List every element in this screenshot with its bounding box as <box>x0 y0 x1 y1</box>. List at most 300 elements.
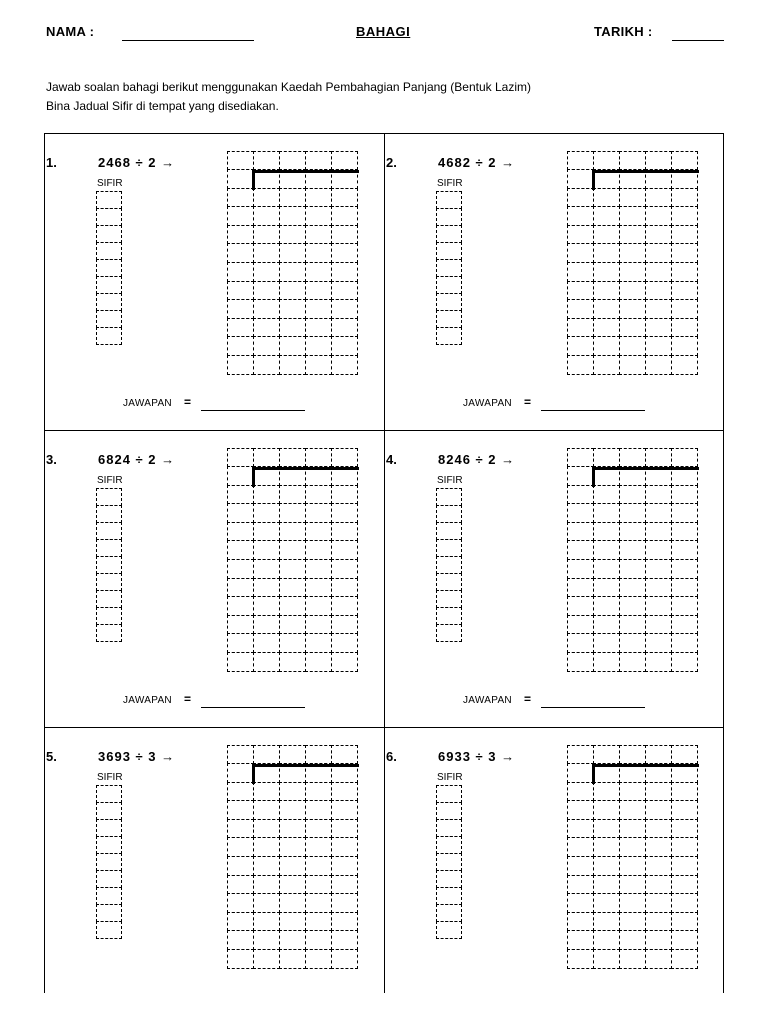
working-cell[interactable] <box>619 893 646 913</box>
working-cell[interactable] <box>671 782 698 802</box>
working-cell[interactable] <box>567 485 594 505</box>
working-cell[interactable] <box>227 336 254 356</box>
working-cell[interactable] <box>645 299 672 319</box>
working-cell[interactable] <box>567 819 594 839</box>
working-cell[interactable] <box>279 930 306 950</box>
working-cell[interactable] <box>567 151 594 171</box>
working-cell[interactable] <box>331 856 358 876</box>
working-cell[interactable] <box>253 503 280 523</box>
working-cell[interactable] <box>671 652 698 672</box>
working-cell[interactable] <box>645 800 672 820</box>
working-cell[interactable] <box>567 652 594 672</box>
sifir-box[interactable] <box>436 327 462 345</box>
working-cell[interactable] <box>593 893 620 913</box>
working-cell[interactable] <box>567 522 594 542</box>
sifir-box[interactable] <box>436 310 462 328</box>
working-cell[interactable] <box>645 837 672 857</box>
working-cell[interactable] <box>567 540 594 560</box>
working-cell[interactable] <box>671 930 698 950</box>
working-cell[interactable] <box>305 819 332 839</box>
working-cell[interactable] <box>279 262 306 282</box>
working-cell[interactable] <box>567 912 594 932</box>
working-cell[interactable] <box>567 837 594 857</box>
working-cell[interactable] <box>227 875 254 895</box>
working-cell[interactable] <box>253 949 280 969</box>
working-cell[interactable] <box>567 188 594 208</box>
working-cell[interactable] <box>331 262 358 282</box>
working-cell[interactable] <box>227 169 254 189</box>
working-cell[interactable] <box>593 782 620 802</box>
working-cell[interactable] <box>619 318 646 338</box>
sifir-box[interactable] <box>436 208 462 226</box>
working-cell[interactable] <box>331 225 358 245</box>
working-cell[interactable] <box>619 485 646 505</box>
working-cell[interactable] <box>645 615 672 635</box>
working-cell[interactable] <box>305 243 332 263</box>
working-cell[interactable] <box>305 875 332 895</box>
working-cell[interactable] <box>279 299 306 319</box>
working-cell[interactable] <box>619 578 646 598</box>
working-cell[interactable] <box>567 262 594 282</box>
working-cell[interactable] <box>279 448 306 468</box>
sifir-box[interactable] <box>96 310 122 328</box>
working-cell[interactable] <box>227 819 254 839</box>
working-cell[interactable] <box>227 745 254 765</box>
working-cell[interactable] <box>645 540 672 560</box>
working-cell[interactable] <box>593 243 620 263</box>
working-cell[interactable] <box>331 578 358 598</box>
sifir-box[interactable] <box>96 539 122 557</box>
working-cell[interactable] <box>619 819 646 839</box>
working-cell[interactable] <box>671 225 698 245</box>
working-cell[interactable] <box>593 206 620 226</box>
working-cell[interactable] <box>227 633 254 653</box>
working-cell[interactable] <box>593 596 620 616</box>
working-cell[interactable] <box>645 281 672 301</box>
working-cell[interactable] <box>331 318 358 338</box>
working-cell[interactable] <box>671 318 698 338</box>
sifir-box[interactable] <box>436 259 462 277</box>
working-cell[interactable] <box>567 875 594 895</box>
working-cell[interactable] <box>305 225 332 245</box>
working-cell[interactable] <box>567 893 594 913</box>
working-cell[interactable] <box>671 206 698 226</box>
working-cell[interactable] <box>331 837 358 857</box>
working-cell[interactable] <box>331 448 358 468</box>
working-cell[interactable] <box>279 336 306 356</box>
working-cell[interactable] <box>331 949 358 969</box>
working-cell[interactable] <box>305 540 332 560</box>
working-cell[interactable] <box>645 893 672 913</box>
working-cell[interactable] <box>305 262 332 282</box>
working-cell[interactable] <box>305 281 332 301</box>
working-cell[interactable] <box>305 485 332 505</box>
working-cell[interactable] <box>645 355 672 375</box>
working-cell[interactable] <box>645 262 672 282</box>
working-cell[interactable] <box>619 930 646 950</box>
working-cell[interactable] <box>253 540 280 560</box>
working-cell[interactable] <box>619 800 646 820</box>
working-cell[interactable] <box>305 318 332 338</box>
sifir-box[interactable] <box>96 191 122 209</box>
working-cell[interactable] <box>305 800 332 820</box>
working-cell[interactable] <box>645 596 672 616</box>
working-cell[interactable] <box>331 819 358 839</box>
working-cell[interactable] <box>671 949 698 969</box>
working-cell[interactable] <box>567 949 594 969</box>
working-cell[interactable] <box>567 355 594 375</box>
sifir-box[interactable] <box>436 242 462 260</box>
working-cell[interactable] <box>331 930 358 950</box>
working-cell[interactable] <box>645 448 672 468</box>
working-cell[interactable] <box>671 912 698 932</box>
working-cell[interactable] <box>619 225 646 245</box>
sifir-box[interactable] <box>436 904 462 922</box>
working-cell[interactable] <box>593 912 620 932</box>
working-cell[interactable] <box>619 503 646 523</box>
sifir-box[interactable] <box>96 276 122 294</box>
sifir-box[interactable] <box>96 870 122 888</box>
working-cell[interactable] <box>645 243 672 263</box>
working-cell[interactable] <box>227 930 254 950</box>
working-cell[interactable] <box>645 503 672 523</box>
working-cell[interactable] <box>619 912 646 932</box>
working-cell[interactable] <box>619 336 646 356</box>
working-cell[interactable] <box>279 540 306 560</box>
working-cell[interactable] <box>645 485 672 505</box>
working-cell[interactable] <box>331 912 358 932</box>
working-cell[interactable] <box>331 485 358 505</box>
working-cell[interactable] <box>567 318 594 338</box>
working-cell[interactable] <box>593 837 620 857</box>
working-cell[interactable] <box>227 540 254 560</box>
sifir-box[interactable] <box>436 191 462 209</box>
working-cell[interactable] <box>227 837 254 857</box>
working-cell[interactable] <box>645 578 672 598</box>
working-cell[interactable] <box>593 875 620 895</box>
working-cell[interactable] <box>279 281 306 301</box>
working-cell[interactable] <box>253 745 280 765</box>
working-cell[interactable] <box>305 837 332 857</box>
working-cell[interactable] <box>671 188 698 208</box>
working-cell[interactable] <box>253 837 280 857</box>
working-cell[interactable] <box>227 188 254 208</box>
working-cell[interactable] <box>567 856 594 876</box>
working-cell[interactable] <box>645 949 672 969</box>
working-cell[interactable] <box>253 559 280 579</box>
sifir-box[interactable] <box>96 208 122 226</box>
working-cell[interactable] <box>253 318 280 338</box>
working-cell[interactable] <box>567 169 594 189</box>
jawapan-answer-line[interactable] <box>201 410 305 411</box>
working-cell[interactable] <box>227 355 254 375</box>
sifir-box[interactable] <box>436 870 462 888</box>
working-cell[interactable] <box>567 299 594 319</box>
working-cell[interactable] <box>593 633 620 653</box>
working-cell[interactable] <box>253 206 280 226</box>
working-cell[interactable] <box>671 243 698 263</box>
sifir-box[interactable] <box>96 293 122 311</box>
working-cell[interactable] <box>331 188 358 208</box>
sifir-box[interactable] <box>436 573 462 591</box>
working-cell[interactable] <box>253 856 280 876</box>
working-cell[interactable] <box>253 930 280 950</box>
working-cell[interactable] <box>331 355 358 375</box>
sifir-box[interactable] <box>436 887 462 905</box>
working-cell[interactable] <box>279 578 306 598</box>
working-cell[interactable] <box>567 225 594 245</box>
working-cell[interactable] <box>279 745 306 765</box>
sifir-box[interactable] <box>436 921 462 939</box>
working-cell[interactable] <box>645 336 672 356</box>
sifir-box[interactable] <box>96 505 122 523</box>
working-cell[interactable] <box>227 652 254 672</box>
working-cell[interactable] <box>279 819 306 839</box>
working-cell[interactable] <box>305 151 332 171</box>
sifir-box[interactable] <box>436 785 462 803</box>
working-cell[interactable] <box>567 281 594 301</box>
working-cell[interactable] <box>593 800 620 820</box>
sifir-box[interactable] <box>436 556 462 574</box>
working-cell[interactable] <box>671 522 698 542</box>
working-cell[interactable] <box>279 206 306 226</box>
working-cell[interactable] <box>227 466 254 486</box>
working-cell[interactable] <box>619 262 646 282</box>
working-cell[interactable] <box>279 856 306 876</box>
working-cell[interactable] <box>671 355 698 375</box>
sifir-box[interactable] <box>436 590 462 608</box>
working-cell[interactable] <box>279 225 306 245</box>
working-cell[interactable] <box>619 188 646 208</box>
working-cell[interactable] <box>331 652 358 672</box>
working-cell[interactable] <box>671 559 698 579</box>
working-cell[interactable] <box>227 856 254 876</box>
working-cell[interactable] <box>227 800 254 820</box>
working-cell[interactable] <box>593 262 620 282</box>
working-cell[interactable] <box>331 206 358 226</box>
working-cell[interactable] <box>227 522 254 542</box>
working-cell[interactable] <box>253 800 280 820</box>
working-cell[interactable] <box>671 745 698 765</box>
sifir-box[interactable] <box>96 904 122 922</box>
working-cell[interactable] <box>227 893 254 913</box>
working-cell[interactable] <box>619 448 646 468</box>
working-cell[interactable] <box>253 875 280 895</box>
working-cell[interactable] <box>671 540 698 560</box>
working-cell[interactable] <box>331 299 358 319</box>
working-cell[interactable] <box>645 633 672 653</box>
working-cell[interactable] <box>279 596 306 616</box>
working-cell[interactable] <box>227 225 254 245</box>
working-cell[interactable] <box>253 578 280 598</box>
working-cell[interactable] <box>645 188 672 208</box>
sifir-box[interactable] <box>96 590 122 608</box>
working-cell[interactable] <box>593 336 620 356</box>
working-cell[interactable] <box>305 893 332 913</box>
working-cell[interactable] <box>567 466 594 486</box>
working-cell[interactable] <box>593 522 620 542</box>
working-cell[interactable] <box>645 318 672 338</box>
working-cell[interactable] <box>331 782 358 802</box>
working-cell[interactable] <box>305 856 332 876</box>
working-cell[interactable] <box>279 615 306 635</box>
working-cell[interactable] <box>305 782 332 802</box>
sifir-box[interactable] <box>96 853 122 871</box>
working-cell[interactable] <box>331 875 358 895</box>
working-cell[interactable] <box>227 596 254 616</box>
sifir-box[interactable] <box>436 624 462 642</box>
working-cell[interactable] <box>279 893 306 913</box>
working-cell[interactable] <box>305 336 332 356</box>
working-cell[interactable] <box>671 596 698 616</box>
working-cell[interactable] <box>227 151 254 171</box>
working-cell[interactable] <box>253 522 280 542</box>
working-cell[interactable] <box>593 930 620 950</box>
working-cell[interactable] <box>331 745 358 765</box>
working-cell[interactable] <box>567 633 594 653</box>
working-cell[interactable] <box>253 615 280 635</box>
working-cell[interactable] <box>331 503 358 523</box>
working-cell[interactable] <box>279 151 306 171</box>
working-cell[interactable] <box>671 615 698 635</box>
working-cell[interactable] <box>305 503 332 523</box>
sifir-box[interactable] <box>96 802 122 820</box>
working-cell[interactable] <box>567 615 594 635</box>
working-cell[interactable] <box>305 522 332 542</box>
working-cell[interactable] <box>227 448 254 468</box>
sifir-box[interactable] <box>436 225 462 243</box>
working-cell[interactable] <box>593 503 620 523</box>
working-cell[interactable] <box>593 318 620 338</box>
working-cell[interactable] <box>305 206 332 226</box>
sifir-box[interactable] <box>96 242 122 260</box>
working-cell[interactable] <box>567 243 594 263</box>
working-cell[interactable] <box>619 782 646 802</box>
working-cell[interactable] <box>671 448 698 468</box>
sifir-box[interactable] <box>96 556 122 574</box>
working-cell[interactable] <box>331 151 358 171</box>
working-cell[interactable] <box>671 485 698 505</box>
sifir-box[interactable] <box>96 607 122 625</box>
sifir-box[interactable] <box>436 836 462 854</box>
nama-blank-line[interactable] <box>122 40 254 41</box>
working-cell[interactable] <box>253 336 280 356</box>
working-cell[interactable] <box>567 206 594 226</box>
working-cell[interactable] <box>619 633 646 653</box>
working-cell[interactable] <box>279 875 306 895</box>
working-cell[interactable] <box>331 522 358 542</box>
working-cell[interactable] <box>593 540 620 560</box>
sifir-box[interactable] <box>436 522 462 540</box>
working-cell[interactable] <box>567 336 594 356</box>
sifir-box[interactable] <box>96 887 122 905</box>
working-cell[interactable] <box>619 559 646 579</box>
working-cell[interactable] <box>331 633 358 653</box>
working-cell[interactable] <box>331 893 358 913</box>
working-cell[interactable] <box>567 745 594 765</box>
working-cell[interactable] <box>331 800 358 820</box>
working-cell[interactable] <box>619 151 646 171</box>
working-cell[interactable] <box>305 652 332 672</box>
working-cell[interactable] <box>593 559 620 579</box>
working-cell[interactable] <box>227 318 254 338</box>
working-cell[interactable] <box>671 151 698 171</box>
working-cell[interactable] <box>593 856 620 876</box>
working-cell[interactable] <box>227 281 254 301</box>
working-cell[interactable] <box>671 633 698 653</box>
working-cell[interactable] <box>619 243 646 263</box>
sifir-box[interactable] <box>436 539 462 557</box>
working-cell[interactable] <box>567 930 594 950</box>
working-cell[interactable] <box>671 837 698 857</box>
working-cell[interactable] <box>305 949 332 969</box>
sifir-box[interactable] <box>96 624 122 642</box>
sifir-box[interactable] <box>96 921 122 939</box>
working-cell[interactable] <box>645 819 672 839</box>
sifir-box[interactable] <box>436 802 462 820</box>
working-cell[interactable] <box>619 745 646 765</box>
working-cell[interactable] <box>593 225 620 245</box>
working-cell[interactable] <box>331 243 358 263</box>
working-cell[interactable] <box>253 355 280 375</box>
sifir-box[interactable] <box>96 488 122 506</box>
working-cell[interactable] <box>331 615 358 635</box>
working-cell[interactable] <box>253 633 280 653</box>
working-cell[interactable] <box>227 763 254 783</box>
working-cell[interactable] <box>619 837 646 857</box>
working-cell[interactable] <box>279 782 306 802</box>
working-cell[interactable] <box>279 949 306 969</box>
working-cell[interactable] <box>645 930 672 950</box>
working-cell[interactable] <box>567 763 594 783</box>
working-cell[interactable] <box>671 819 698 839</box>
working-cell[interactable] <box>227 485 254 505</box>
working-cell[interactable] <box>567 782 594 802</box>
working-cell[interactable] <box>253 596 280 616</box>
working-cell[interactable] <box>227 299 254 319</box>
working-cell[interactable] <box>593 299 620 319</box>
working-cell[interactable] <box>593 652 620 672</box>
working-cell[interactable] <box>279 355 306 375</box>
sifir-box[interactable] <box>436 607 462 625</box>
working-cell[interactable] <box>593 151 620 171</box>
working-cell[interactable] <box>619 540 646 560</box>
working-cell[interactable] <box>253 448 280 468</box>
working-cell[interactable] <box>279 318 306 338</box>
tarikh-blank-line[interactable] <box>672 40 724 41</box>
working-cell[interactable] <box>227 782 254 802</box>
sifir-box[interactable] <box>436 276 462 294</box>
working-cell[interactable] <box>671 578 698 598</box>
working-cell[interactable] <box>305 188 332 208</box>
sifir-box[interactable] <box>96 836 122 854</box>
working-cell[interactable] <box>619 652 646 672</box>
sifir-box[interactable] <box>96 785 122 803</box>
working-cell[interactable] <box>619 206 646 226</box>
sifir-box[interactable] <box>436 505 462 523</box>
sifir-box[interactable] <box>96 327 122 345</box>
sifir-box[interactable] <box>96 573 122 591</box>
working-cell[interactable] <box>305 448 332 468</box>
working-cell[interactable] <box>279 485 306 505</box>
sifir-box[interactable] <box>96 225 122 243</box>
working-cell[interactable] <box>253 912 280 932</box>
working-cell[interactable] <box>671 856 698 876</box>
working-cell[interactable] <box>645 206 672 226</box>
working-cell[interactable] <box>253 151 280 171</box>
working-cell[interactable] <box>567 559 594 579</box>
working-cell[interactable] <box>671 893 698 913</box>
